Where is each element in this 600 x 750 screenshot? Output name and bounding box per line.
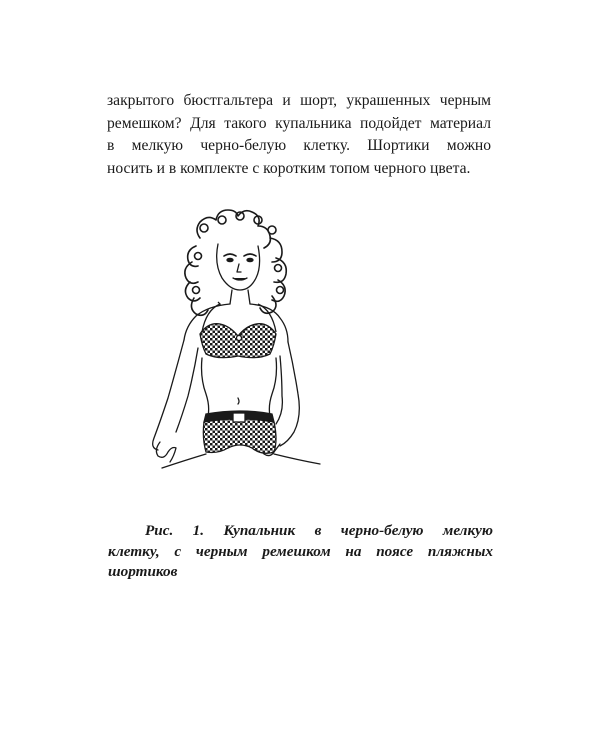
body-line-2: ремешком? Для такого купальника подойдет материал (107, 114, 491, 132)
caption-line-1: Рис. 1. Купальник в черно-белую мелкую (145, 522, 493, 539)
swimsuit-drawing (140, 198, 355, 480)
body-paragraph (107, 90, 491, 180)
caption-line-2: клетку, с черным ремешком на поясе пляжных (108, 542, 493, 560)
body-line-1: закрытого бюстгальтера и шорт, украшенных черным (107, 92, 491, 109)
swimsuit-illustration (140, 198, 355, 480)
figure-caption (108, 521, 493, 583)
body-line-4: носить и в комплекте с коротким топом черного цвета. (107, 159, 471, 177)
caption-line-3: шортиков (108, 563, 178, 580)
body-line-3: в мелкую черно-белую клетку. Шортики можно (107, 137, 491, 154)
